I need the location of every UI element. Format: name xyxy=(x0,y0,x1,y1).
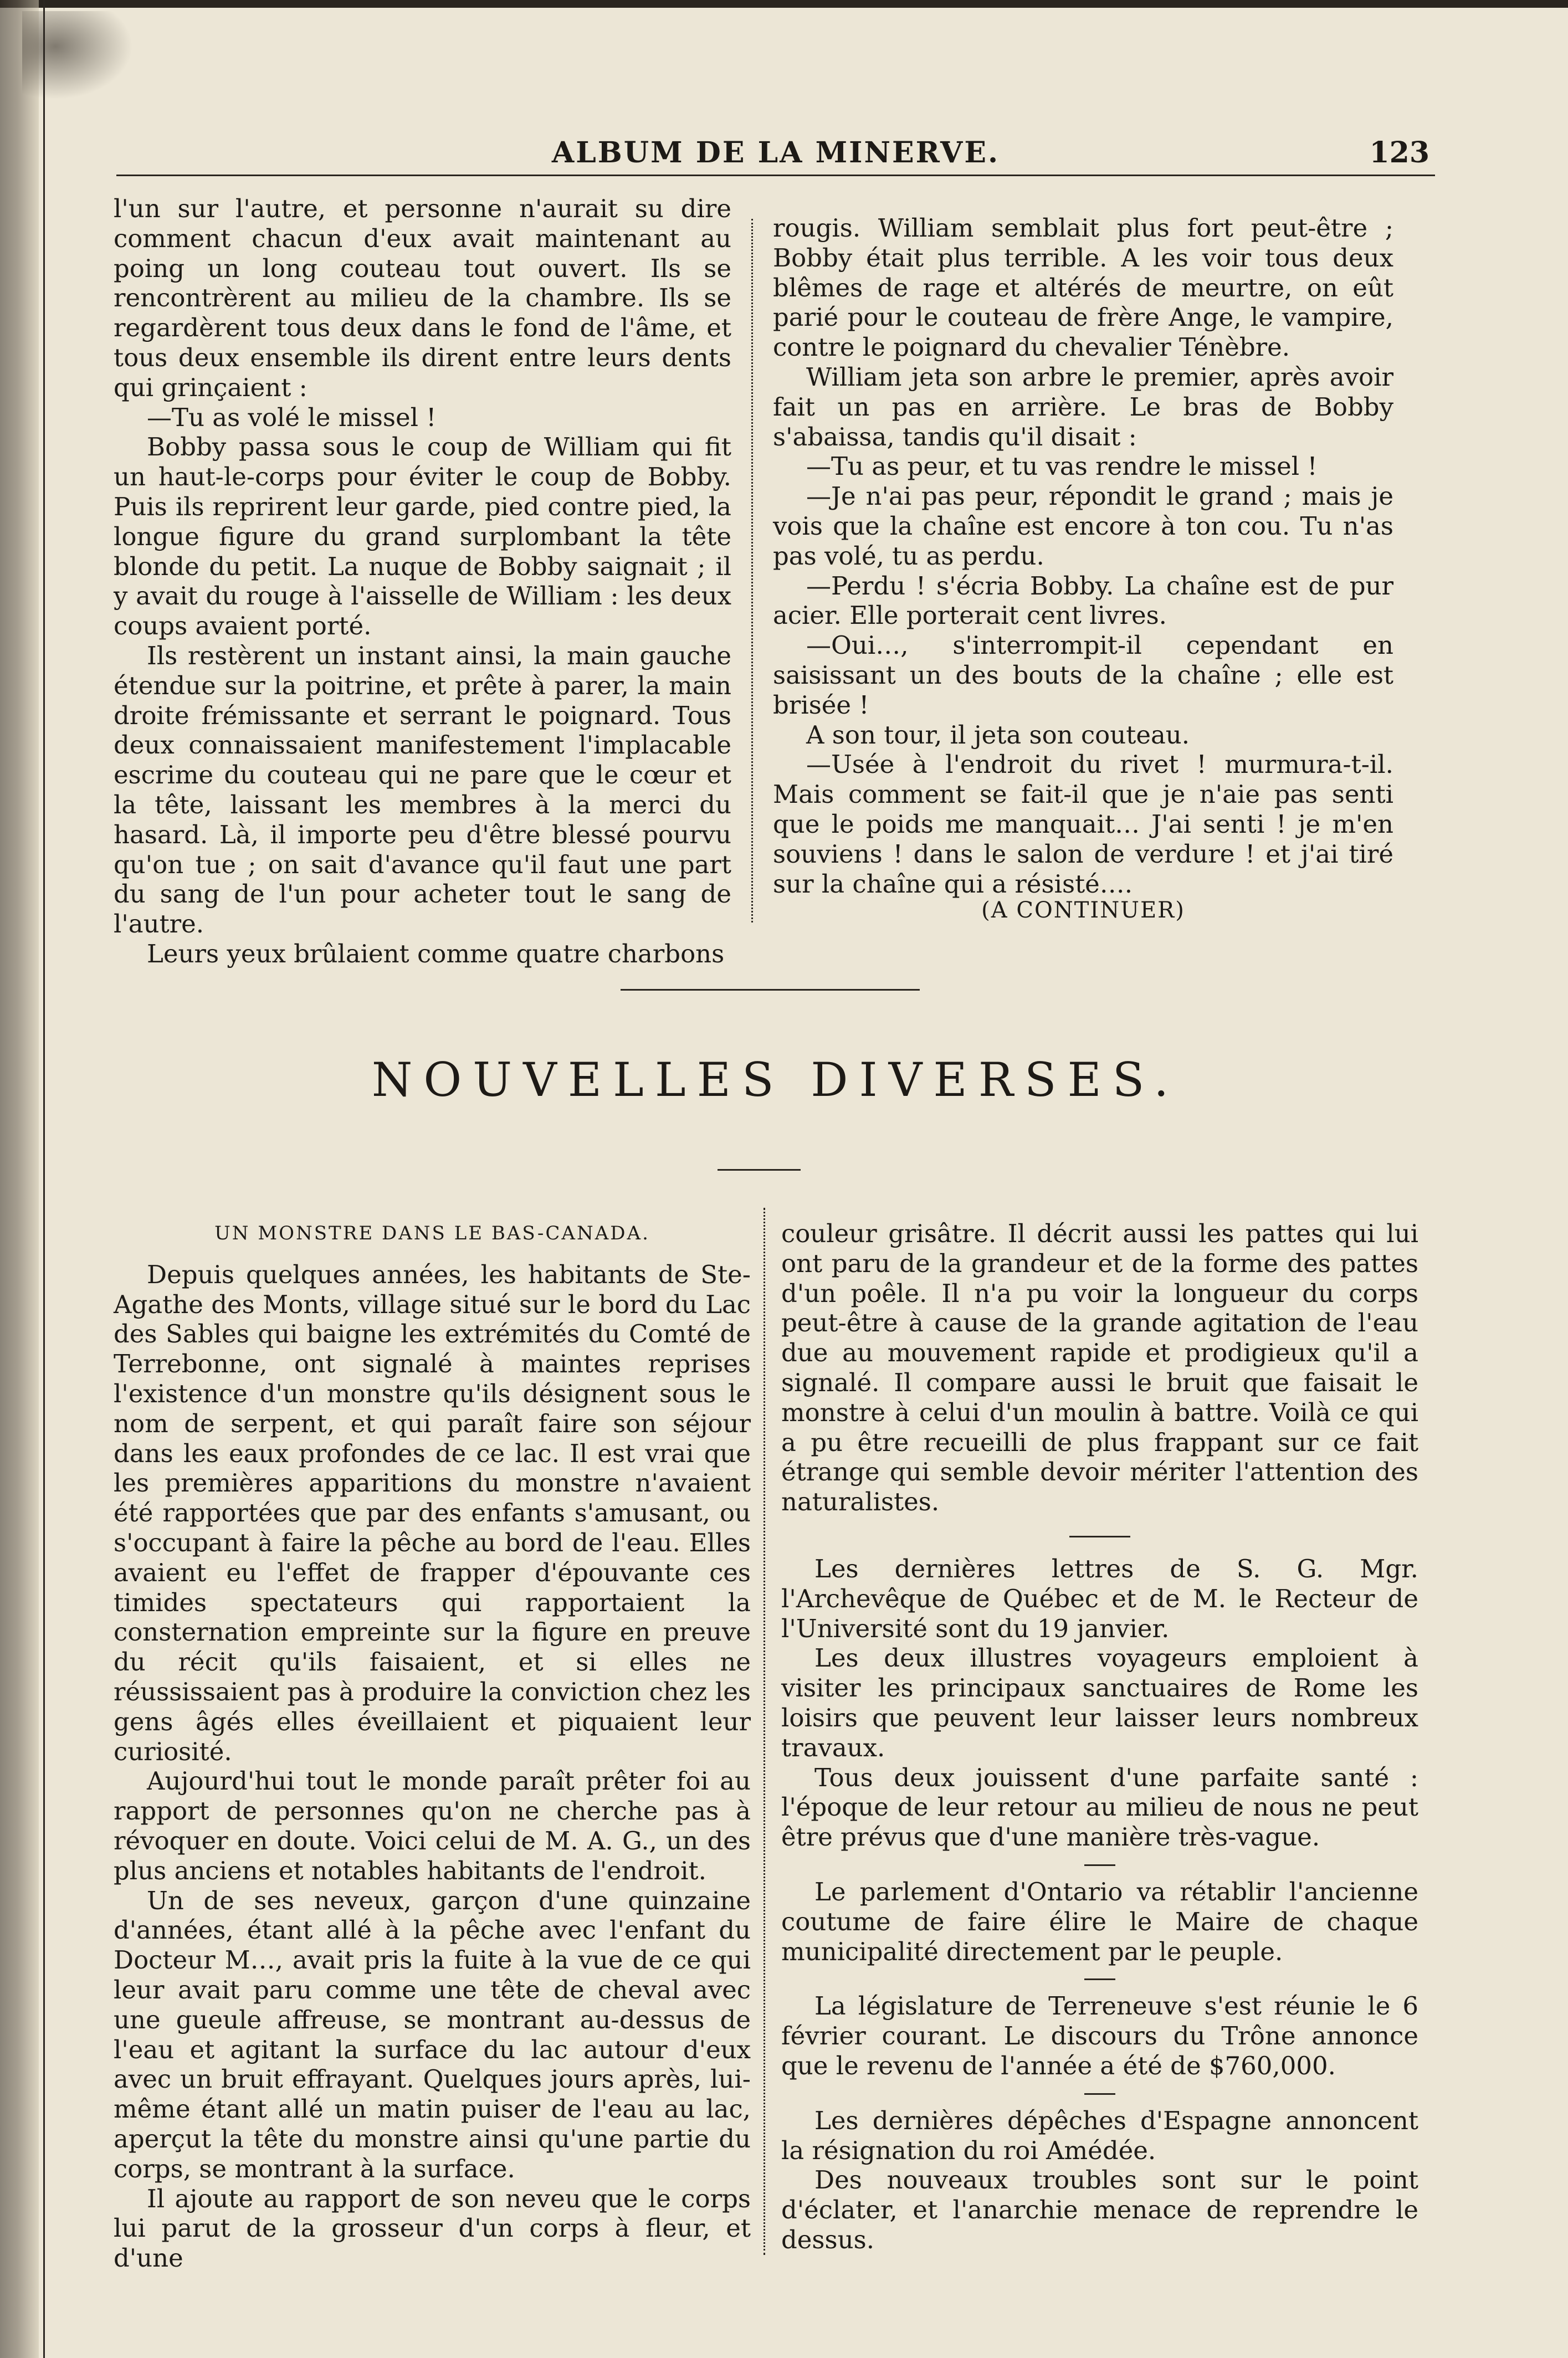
paragraph: Aujourd'hui tout le monde paraît prêter foi au rapport de personnes qu'on ne cherche pas à révoquer en doute. Voici celui de M. A. G., un des plus anciens et notables habitants de l'endroit. xyxy=(114,1766,751,1885)
paragraph: Les dernières lettres de S. G. Mgr. l'Archevêque de Québec et de M. le Recteur de l'Université sont du 19 janvier. xyxy=(781,1554,1418,1643)
paragraph: William jeta son arbre le premier, après avoir fait un pas en arrière. Le bras de Bobby s'abaissa, tandis qu'il disait : xyxy=(773,362,1393,452)
paragraph: Depuis quelques années, les habitants de Ste-Agathe des Monts, village situé sur le bord du Lac des Sables qui baigne les extrémités du Comté de Terrebonne, ont signalé à maintes reprises l'existence d'un monstre qu'ils désignent sous le nom de serpent, et qui paraît faire son séjour dans les eaux profondes de ce lac. Il est vrai que les premières apparitions du monstre n'avaient été rapportées que par des enfants s'amusant, ou s'occupant à faire la pêche au bord de l'eau. Elles avaient eu l'effet de frapper d'épouvante ces timides spectateurs qui rapportaient la consternation empreinte sur la figure en preuve du récit qu'ils faisaient, et si elles ne réussissaient pas à produire la conviction chez les gens âgés elles éveillaient et piquaient leur curiosité. xyxy=(114,1259,751,1766)
paragraph: Un de ses neveux, garçon d'une quinzaine d'années, étant allé à la pêche avec l'enfant du Docteur M…, avait pris la fuite à la vue de ce qui leur avait paru comme une tête de cheval avec une gueule affreuse, se montrant au-dessus de l'eau et agitant la surface du lac autour d'eux avec un bruit effrayant. Quelques jours après, lui-même étant allé un matin puiser de l'eau au lac, aperçut la tête du monstre ainsi qu'une partie du corps, se montrant à la surface. xyxy=(114,1885,751,2183)
column-divider xyxy=(763,1208,767,2255)
ink-smudge xyxy=(22,11,133,100)
paragraph: La législature de Terreneuve s'est réunie le 6 février courant. Le discours du Trône annonce que le revenu de l'année a été de $760,000. xyxy=(781,1991,1418,2080)
paragraph: Les dernières dépêches d'Espagne annoncent la résignation du roi Amédée. xyxy=(781,2105,1418,2165)
binding-shadow xyxy=(0,0,39,2358)
to-be-continued: (A CONTINUER) xyxy=(981,898,1185,923)
paragraph: —Tu as volé le missel ! xyxy=(147,402,437,432)
margin-rule xyxy=(43,0,45,2358)
paragraph: Bobby passa sous le coup de William qui fit un haut-le-corps pour éviter le coup de Bobby. Puis ils reprirent leur garde, pied contre pied, la longue figure du grand surplombant la tête blonde du petit. La nuque de Bobby saignait ; il y avait du rouge à l'aisselle de William : les deux coups avaient porté. xyxy=(114,432,731,641)
paragraph: Il ajoute au rapport de son neveu que le corps lui parut de la grosseur d'un corps à fleur, et d'une xyxy=(114,2183,751,2273)
paragraph: —Tu as peur, et tu vas rendre le missel ! xyxy=(806,452,1318,481)
paragraph: A son tour, il jeta son couteau. xyxy=(806,720,1190,750)
paragraph: Les deux illustres voyageurs emploient à visiter les principaux sanctuaires de Rome les loisirs que peuvent leur laisser leurs nombreux travaux. xyxy=(781,1643,1418,1762)
item-separator xyxy=(1084,1864,1115,1866)
paragraph: Le parlement d'Ontario va rétablir l'ancienne coutume de faire élire le Maire de chaque municipalité directement par le peuple. xyxy=(781,1877,1418,1966)
article-subhead: UN MONSTRE DANS LE BAS-CANADA. xyxy=(214,1222,650,1244)
paragraph: —Oui…, s'interrompit-il cependant en saisissant un des bouts de la chaîne ; elle est brisée ! xyxy=(773,630,1393,720)
title-underline xyxy=(718,1169,801,1171)
news-column-left xyxy=(114,1219,751,2273)
item-separator xyxy=(1084,1978,1115,1980)
paragraph: —Perdu ! s'écria Bobby. La chaîne est de pur acier. Elle porterait cent livres. xyxy=(773,571,1393,630)
paragraph: Ils restèrent un instant ainsi, la main gauche étendue sur la poitrine, et prête à parer, la main droite frémissante et serrant le poignard. Tous deux connaissaient manifestement l'implacable escrime du couteau qui ne pare que le cœur et la tête, laissant les membres à la merci du hasard. Là, il importe peu d'être blessé pourvu qu'on tue ; on sait d'avance qu'il faut une part du sang de l'un pour acheter tout le sang de l'autre. xyxy=(114,640,731,939)
paragraph: rougis. William semblait plus fort peut-être ; Bobby était plus terrible. A les voir tous deux blêmes de rage et altérés de meurtre, on eût parié pour le couteau de frère Ange, le vampire, contre le poignard du chevalier Ténèbre. xyxy=(773,213,1393,362)
running-head xyxy=(116,136,1435,176)
paragraph: couleur grisâtre. Il décrit aussi les pattes qui lui ont paru de la grandeur et de la forme des pattes d'un poêle. Il n'a pu voir la longueur du corps peut-être à cause de la grande agitation de l'eau due au mouvement rapide et prodigieux qu'il a signalé. Il compare aussi le bruit que faisait le monstre à celui d'un moulin à battre. Voilà ce qui a pu être recueilli de plus frappant sur ce fait étrange qui semble devoir mériter l'attention des naturalistes. xyxy=(781,1219,1418,1517)
section-title: NOUVELLES DIVERSES. xyxy=(371,1053,1180,1107)
item-separator xyxy=(1069,1536,1130,1537)
page-number: 123 xyxy=(1369,136,1429,170)
story-column-left xyxy=(114,194,731,969)
item-separator xyxy=(1084,2093,1115,2095)
paragraph: Tous deux jouissent d'une parfaite santé : l'époque de leur retour au milieu de nous ne peut être prévus que d'une manière très-vague. xyxy=(781,1762,1418,1852)
section-rule xyxy=(621,989,920,991)
story-column-right xyxy=(773,213,1393,899)
paragraph: l'un sur l'autre, et personne n'aurait su dire comment chacun d'eux avait maintenant au poing un long couteau tout ouvert. Ils se rencontrèrent au milieu de la chambre. Ils se regardèrent tous deux dans le fond de l'âme, et tous deux ensemble ils dirent entre leurs dents qui grinçaient : xyxy=(114,194,731,402)
journal-title: ALBUM DE LA MINERVE. xyxy=(551,136,1000,170)
paragraph: Leurs yeux brûlaient comme quatre charbons xyxy=(147,939,725,968)
news-column-right xyxy=(781,1219,1418,2255)
paragraph: —Je n'ai pas peur, répondit le grand ; mais je vois que la chaîne est encore à ton cou. Tu n'as pas volé, tu as perdu. xyxy=(773,481,1393,571)
page-top-edge xyxy=(0,0,1568,8)
paragraph: —Usée à l'endroit du rivet ! murmura-t-il. Mais comment se fait-il que je n'aie pas senti que le poids me manquait… J'ai senti ! je m'en souviens ! dans le salon de verdure ! et j'ai tiré sur la chaîne qui a résisté…. xyxy=(773,750,1393,899)
paragraph: Des nouveaux troubles sont sur le point d'éclater, et l'anarchie menace de reprendre le dessus. xyxy=(781,2165,1418,2254)
column-divider xyxy=(751,219,755,922)
